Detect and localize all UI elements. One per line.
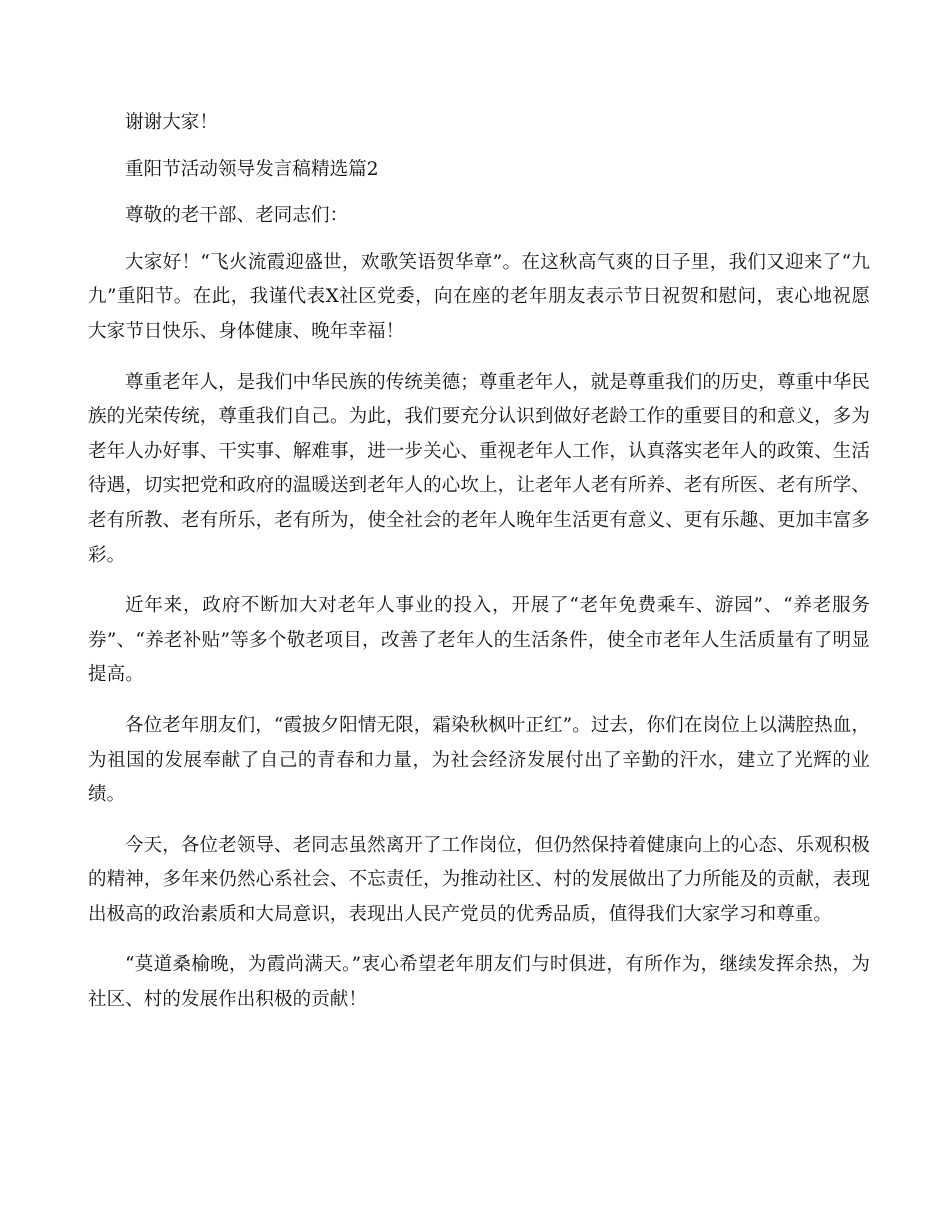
- paragraph-past-contributions: 各位老年朋友们，“霞披夕阳情无限，霜染秋枫叶正红”。过去，你们在岗位上以满腔热血，为祖国的发展奉献了自己的青春和力量，为社会经济发展付出了辛勤的汗水，建立了光辉的业绩。: [88, 714, 870, 806]
- paragraph-present-spirit: 今天，各位老领导、老同志虽然离开了工作岗位，但仍然保持着健康向上的心态、乐观积极的精神，多年来仍然心系社会、不忘责任，为推动社区、村的发展做出了力所能及的贡献，表现出极高的政治素质和大局意识，表现出人民产党员的优秀品质，值得我们大家学习和尊重。: [88, 834, 870, 925]
- paragraph-government-investment: 近年来，政府不断加大对老年人事业的投入，开展了“老年免费乘车、游园”、“养老服务券”、“养老补贴”等多个敬老项目，改善了老年人的生活条件，使全市老年人生活质量有了明显提高。: [88, 595, 870, 686]
- paragraph-closing-wish: “莫道桑榆晚，为霞尚满天。”衷心希望老年朋友们与时俱进，有所作为，继续发挥余热，为社区、村的发展作出积极的贡献！: [88, 954, 870, 1011]
- section-heading: 重阳节活动领导发言稿精选篇2: [125, 158, 379, 180]
- document-body: [88, 106, 870, 1034]
- salutation: 尊敬的老干部、老同志们：: [125, 205, 349, 227]
- paragraph-respect-elders: 尊重老年人，是我们中华民族的传统美德；尊重老年人，就是尊重我们的历史，尊重中华民族的光荣传统，尊重我们自己。为此，我们要充分认识到做好老龄工作的重要目的和意义，多为老年人办好事、干实事、解难事，进一步关心、重视老年人工作，认真落实老年人的政策、生活待遇，切实把党和政府的温暖送到老年人的心坎上，让老年人老有所养、老有所医、老有所学、老有所教、老有所乐，老有所为，使全社会的老年人晚年生活更有意义、更有乐趣、更加丰富多彩。: [88, 371, 870, 566]
- closing-thanks: 谢谢大家！: [125, 112, 219, 133]
- paragraph-greeting: 大家好！“飞火流霞迎盛世，欢歌笑语贺华章”。在这秋高气爽的日子里，我们又迎来了“九九”重阳节。在此，我谨代表X社区党委，向在座的老年朋友表示节日祝贺和慰问，衷心地祝愿大家节日快乐、身体健康、晚年幸福！: [88, 251, 870, 342]
